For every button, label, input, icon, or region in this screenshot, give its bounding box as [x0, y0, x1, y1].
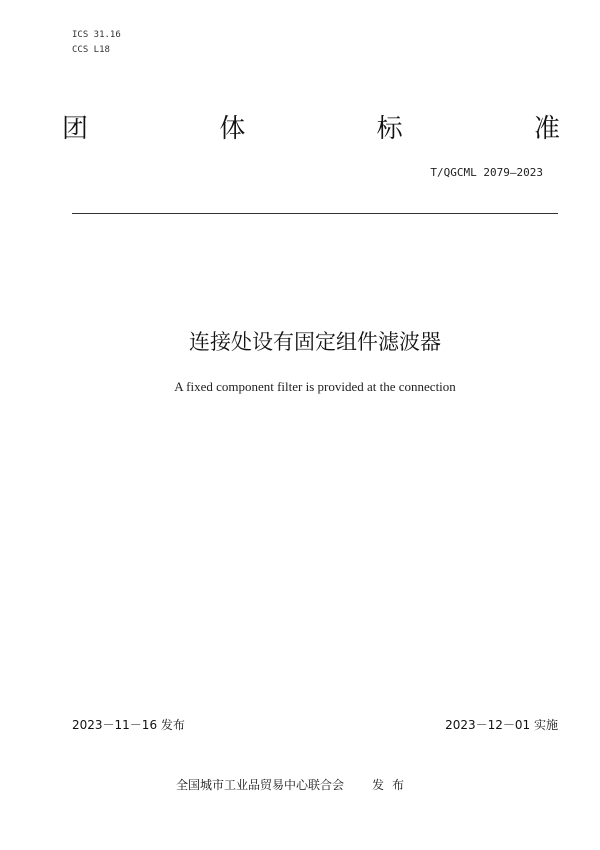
- publisher-line: [176, 776, 412, 794]
- standard-type-char: 体: [219, 114, 246, 144]
- standard-type-char: 标: [376, 114, 403, 144]
- standard-number: T/QGCML 2079—2023: [430, 166, 543, 179]
- ccs-code: CCS L18: [72, 45, 110, 55]
- standard-type-char: 团: [62, 114, 89, 144]
- standard-type-char: 准: [533, 114, 560, 144]
- publisher-name: 全国城市工业品贸易中心联合会: [176, 778, 345, 792]
- document-title-chinese: 连接处设有固定组件滤波器: [189, 330, 441, 354]
- classification-codes: [72, 28, 121, 58]
- ics-code: ICS 31.16: [72, 30, 121, 40]
- standard-type-title: [62, 112, 560, 146]
- publish-date: 2023－11－16 发布: [72, 718, 185, 732]
- document-title-english: A fixed component filter is provided at the connection: [174, 379, 456, 394]
- header-divider: [72, 213, 558, 214]
- publisher-action: 发布: [372, 778, 413, 792]
- implementation-date: 2023－12－01 实施: [445, 718, 558, 732]
